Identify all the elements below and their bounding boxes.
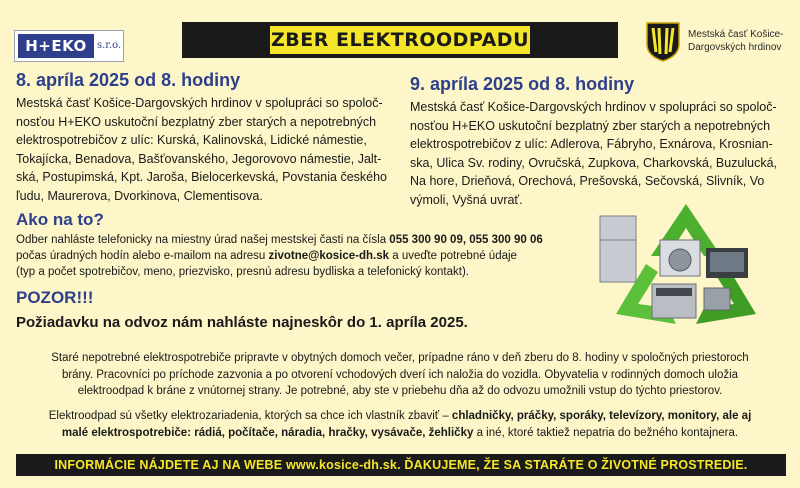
heko-logo-mark: H+EKO: [18, 34, 94, 58]
definition-line-2-bold: malé elektrospotrebiče: rádiá, počítače, náradia, hračky, vysávače, žehličky: [61, 426, 474, 439]
instructions-line: brány. Pracovníci po príchode zazvonia a po otvorení vchodových dverí ich naložia do vozidla. Obyvatelia v rodinných domoch uložia: [61, 368, 739, 381]
right-line: ska, Ulica Sv. rodiny, Ovručská, Zupkova, Charkovská, Buzulucká,: [410, 155, 778, 170]
definition-line-1: [30, 408, 770, 425]
left-line: Mestská časť Košice-Dargovských hrdinov v spolupráci so spoloč-: [16, 96, 383, 110]
contact-email-link[interactable]: zivotne@kosice-dh.sk: [268, 250, 390, 262]
left-line: nosťou H+EKO uskutoční bezplatný zber starých a nepotrebných: [16, 114, 377, 129]
definition-line-1-bold: chladničky, práčky, sporáky, televízory, monitory, ale aj: [451, 410, 752, 422]
title-banner: [182, 22, 618, 58]
left-line: Tokajícka, Benadova, Bašťovanského, Jegorovovo námestie, Jalt-: [16, 151, 382, 166]
instructions-line: Staré nepotrebné elektrospotrebiče pripravte v obytných domoch večer, prípadne ráno v deň zberu do 8. hodiny v spoločných priestoroch: [51, 352, 749, 364]
instructions-line: elektroodpad k bráne z vnútornej strany. Je potrebné, aby ste v priebehu dňa až do odvozu umožnili vstup do týchto priestorov.: [77, 385, 723, 397]
right-column-text: [410, 98, 790, 209]
howto-line-2-suffix: a uveďte potrebné údaje: [389, 250, 517, 262]
deadline-notice: Požiadavku na odvoz nám nahláste najneskôr do 1. apríla 2025.: [16, 314, 468, 331]
left-column-text: [16, 94, 406, 205]
left-date-heading: 8. apríla 2025 od 8. hodiny: [16, 70, 241, 90]
right-line: Na hore, Drieňová, Orechová, Prešovská, Sečovská, Slivník, Vo: [410, 174, 765, 188]
definition-text: [30, 408, 770, 441]
heko-logo-suffix: s.r.o.: [97, 40, 122, 51]
municipality-name: [688, 28, 798, 54]
warning-heading: POZOR!!!: [16, 288, 94, 307]
left-line: elektrospotrebičov z ulíc: Kurská, Kalinovská, Lidické námestie,: [16, 133, 367, 147]
right-line: elektrospotrebičov z ulíc: Adlerova, Fábryho, Exnárova, Krosnian-: [410, 137, 773, 151]
phone-numbers[interactable]: 055 300 90 09, 055 300 90 06: [389, 234, 543, 246]
right-line: výmoli, Vyšná uvrať.: [410, 192, 523, 207]
crest-icon: [646, 22, 680, 62]
municipality-line-1: Mestská časť Košice-: [688, 29, 784, 40]
left-line: ská, Postupimská, Kpt. Jaroša, Bielocerkevská, Povstania českého: [16, 170, 388, 184]
definition-line-2: [30, 425, 770, 442]
recycle-appliances-icon: [596, 196, 776, 336]
howto-text: [16, 232, 606, 280]
right-line: nosťou H+EKO uskutoční bezplatný zber starých a nepotrebných: [410, 118, 771, 133]
definition-line-2-text: a iné, ktoré taktiež nepatria do bežného kontajnera.: [473, 426, 739, 439]
left-line: ľudu, Maurerova, Dvorkinova, Clementisova.: [16, 188, 263, 203]
howto-line-1-text: Odber nahláste telefonicky na miestny úrad našej mestskej časti na čísla: [16, 234, 390, 246]
instructions-text: [30, 350, 770, 400]
howto-heading: Ako na to?: [16, 210, 104, 229]
definition-line-1-text: Elektroodpad sú všetky elektrozariadenia, ktorých sa chce ich vlastník zbaviť –: [48, 410, 452, 422]
howto-line-3: (typ a počet spotrebičov, meno, priezvisko, presnú adresu bydliska a telefonický kontakt).: [16, 266, 469, 278]
right-line: Mestská časť Košice-Dargovských hrdinov v spolupráci so spoloč-: [410, 100, 777, 114]
howto-line-2-text: počas úradných hodín alebo e-mailom na adresu: [16, 250, 269, 262]
howto-line-2: [16, 248, 606, 264]
howto-line-1: [16, 232, 606, 248]
heko-logo: [14, 30, 124, 62]
footer-banner: INFORMÁCIE NÁJDETE AJ NA WEBE www.kosice-dh.sk. ĎAKUJEME, ŽE SA STARÁTE O ŽIVOTNÉ PROSTREDIE.: [16, 454, 786, 476]
right-date-heading: 9. apríla 2025 od 8. hodiny: [410, 74, 635, 94]
municipality-line-2: Dargovských hrdinov: [688, 42, 782, 53]
page-title: ZBER ELEKTROODPADU: [270, 26, 530, 54]
